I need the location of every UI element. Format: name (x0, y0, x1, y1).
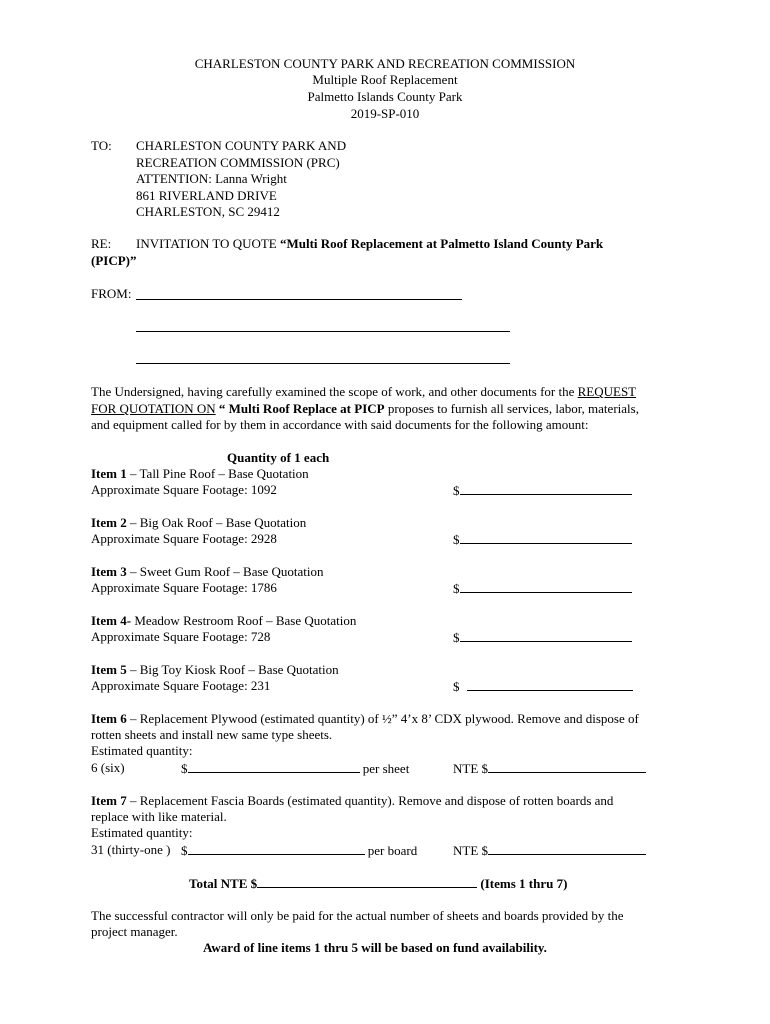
intro-line (91, 401, 639, 417)
to-line: ATTENTION: Lanna Wright (136, 171, 287, 186)
to-label: TO: (91, 138, 112, 153)
item-footage: Approximate Square Footage: 1786 (91, 580, 277, 595)
item-price (453, 580, 632, 597)
intro-line: and equipment called for by them in accordance with said documents for the following amount: (91, 417, 589, 432)
item-label: Item 4- (91, 613, 132, 628)
item7-nte-field[interactable] (488, 842, 646, 855)
item-label: Item 3 (91, 564, 127, 579)
to-line: 861 RIVERLAND DRIVE (136, 188, 277, 203)
item-price-field[interactable] (460, 482, 632, 495)
item7-unit-price-field[interactable] (188, 842, 365, 855)
item7-row (91, 793, 613, 809)
item-desc: – Replacement Fascia Boards (estimated quantity). Remove and dispose of rotten boards and (126, 793, 614, 808)
rfq-link-cont: FOR QUOTATION ON (91, 401, 216, 416)
item6-row (91, 711, 639, 727)
item-row (91, 662, 339, 678)
item-label: Item 1 (91, 466, 127, 481)
item6-nte-field[interactable] (488, 760, 646, 773)
item6-nte (453, 760, 646, 777)
item-price-field[interactable] (460, 531, 632, 544)
item-label: Item 7 (91, 793, 127, 808)
rfq-link: REQUEST (577, 384, 637, 399)
item-row (91, 564, 324, 580)
item-label: Item 6 (91, 711, 127, 726)
item6-quantity: 6 (six) (91, 760, 125, 775)
item-footage: Approximate Square Footage: 728 (91, 629, 271, 644)
dollar-sign: $ (453, 483, 460, 498)
item-price-field[interactable] (460, 629, 632, 642)
to-line: CHARLESTON COUNTY PARK AND (136, 138, 347, 153)
total-suffix: (Items 1 thru 7) (477, 876, 568, 891)
dollar-sign: $ (453, 679, 463, 694)
intro-text: The Undersigned, having carefully examined the scope of work, and other documents for the (91, 384, 578, 399)
item-footage: Approximate Square Footage: 231 (91, 678, 271, 693)
from-name-field[interactable] (136, 299, 462, 300)
total-nte-field[interactable] (257, 875, 477, 888)
re-title-cont: (PICP)” (91, 253, 137, 268)
from-address-field[interactable] (136, 331, 510, 332)
item6-estimated-label: Estimated quantity: (91, 743, 193, 758)
item-footage: Approximate Square Footage: 1092 (91, 482, 277, 497)
footer-note-cont: project manager. (91, 924, 178, 939)
item6-unit-price-field[interactable] (188, 760, 360, 773)
item7-unit: per board (364, 843, 418, 858)
header-commission: CHARLESTON COUNTY PARK AND RECREATION COMMISSION (194, 56, 576, 71)
to-line: RECREATION COMMISSION (PRC) (136, 155, 340, 170)
item7-desc-cont: replace with like material. (91, 809, 227, 824)
from-city-field[interactable] (136, 363, 510, 364)
item7-nte (453, 842, 646, 859)
item-row (91, 515, 306, 531)
item6-desc-cont: rotten sheets and install new same type sheets. (91, 727, 333, 742)
item-footage: Approximate Square Footage: 2928 (91, 531, 277, 546)
item-row (91, 466, 309, 482)
nte-label: NTE $ (453, 761, 489, 776)
to-line: CHARLESTON, SC 29412 (136, 204, 280, 219)
nte-label: NTE $ (453, 843, 489, 858)
item-price (453, 629, 632, 646)
dollar-sign: $ (181, 843, 188, 858)
header-park: Palmetto Islands County Park (307, 89, 463, 104)
header-project: Multiple Roof Replacement (312, 72, 458, 87)
item7-estimated-label: Estimated quantity: (91, 825, 193, 840)
header-number: 2019-SP-010 (350, 106, 420, 121)
quantity-heading: Quantity of 1 each (227, 450, 330, 465)
item6-unit-price (181, 760, 409, 777)
item-desc: – Replacement Plywood (estimated quantity) of ½” 4’x 8’ CDX plywood. Remove and dispose of (126, 711, 639, 726)
re-subject (136, 236, 603, 252)
from-label: FROM: (91, 286, 132, 301)
award-note: Award of line items 1 thru 5 will be based on fund availability. (203, 940, 547, 955)
re-title: “Multi Roof Replacement at Palmetto Island County Park (279, 236, 604, 251)
intro-text: proposes to furnish all services, labor, materials, (384, 401, 639, 416)
item-label: Item 5 (91, 662, 127, 677)
item-price (453, 482, 632, 499)
item-desc: – Tall Pine Roof – Base Quotation (126, 466, 309, 481)
total-row (189, 875, 567, 892)
total-label: Total NTE $ (189, 876, 258, 891)
item-price-field[interactable] (460, 580, 632, 593)
item6-unit: per sheet (359, 761, 410, 776)
item7-unit-price (181, 842, 417, 859)
item-price (453, 531, 632, 548)
intro-bold: “ Multi Roof Replace at PICP (215, 401, 385, 416)
intro-line (91, 384, 636, 400)
item-label: Item 2 (91, 515, 127, 530)
item-desc: Meadow Restroom Roof – Base Quotation (131, 613, 357, 628)
item-desc: – Big Toy Kiosk Roof – Base Quotation (126, 662, 339, 677)
item-desc: – Sweet Gum Roof – Base Quotation (126, 564, 324, 579)
item7-quantity: 31 (thirty-one ) (91, 842, 171, 857)
item-price-field[interactable] (467, 678, 633, 691)
dollar-sign: $ (453, 581, 460, 596)
footer-note: The successful contractor will only be paid for the actual number of sheets and boards provided by the (91, 908, 624, 923)
dollar-sign: $ (453, 532, 460, 547)
dollar-sign: $ (181, 761, 188, 776)
re-label: RE: (91, 236, 112, 251)
re-prefix: INVITATION TO QUOTE (136, 236, 280, 251)
item-price (453, 678, 633, 695)
dollar-sign: $ (453, 630, 460, 645)
item-desc: – Big Oak Roof – Base Quotation (126, 515, 307, 530)
item-row (91, 613, 356, 629)
